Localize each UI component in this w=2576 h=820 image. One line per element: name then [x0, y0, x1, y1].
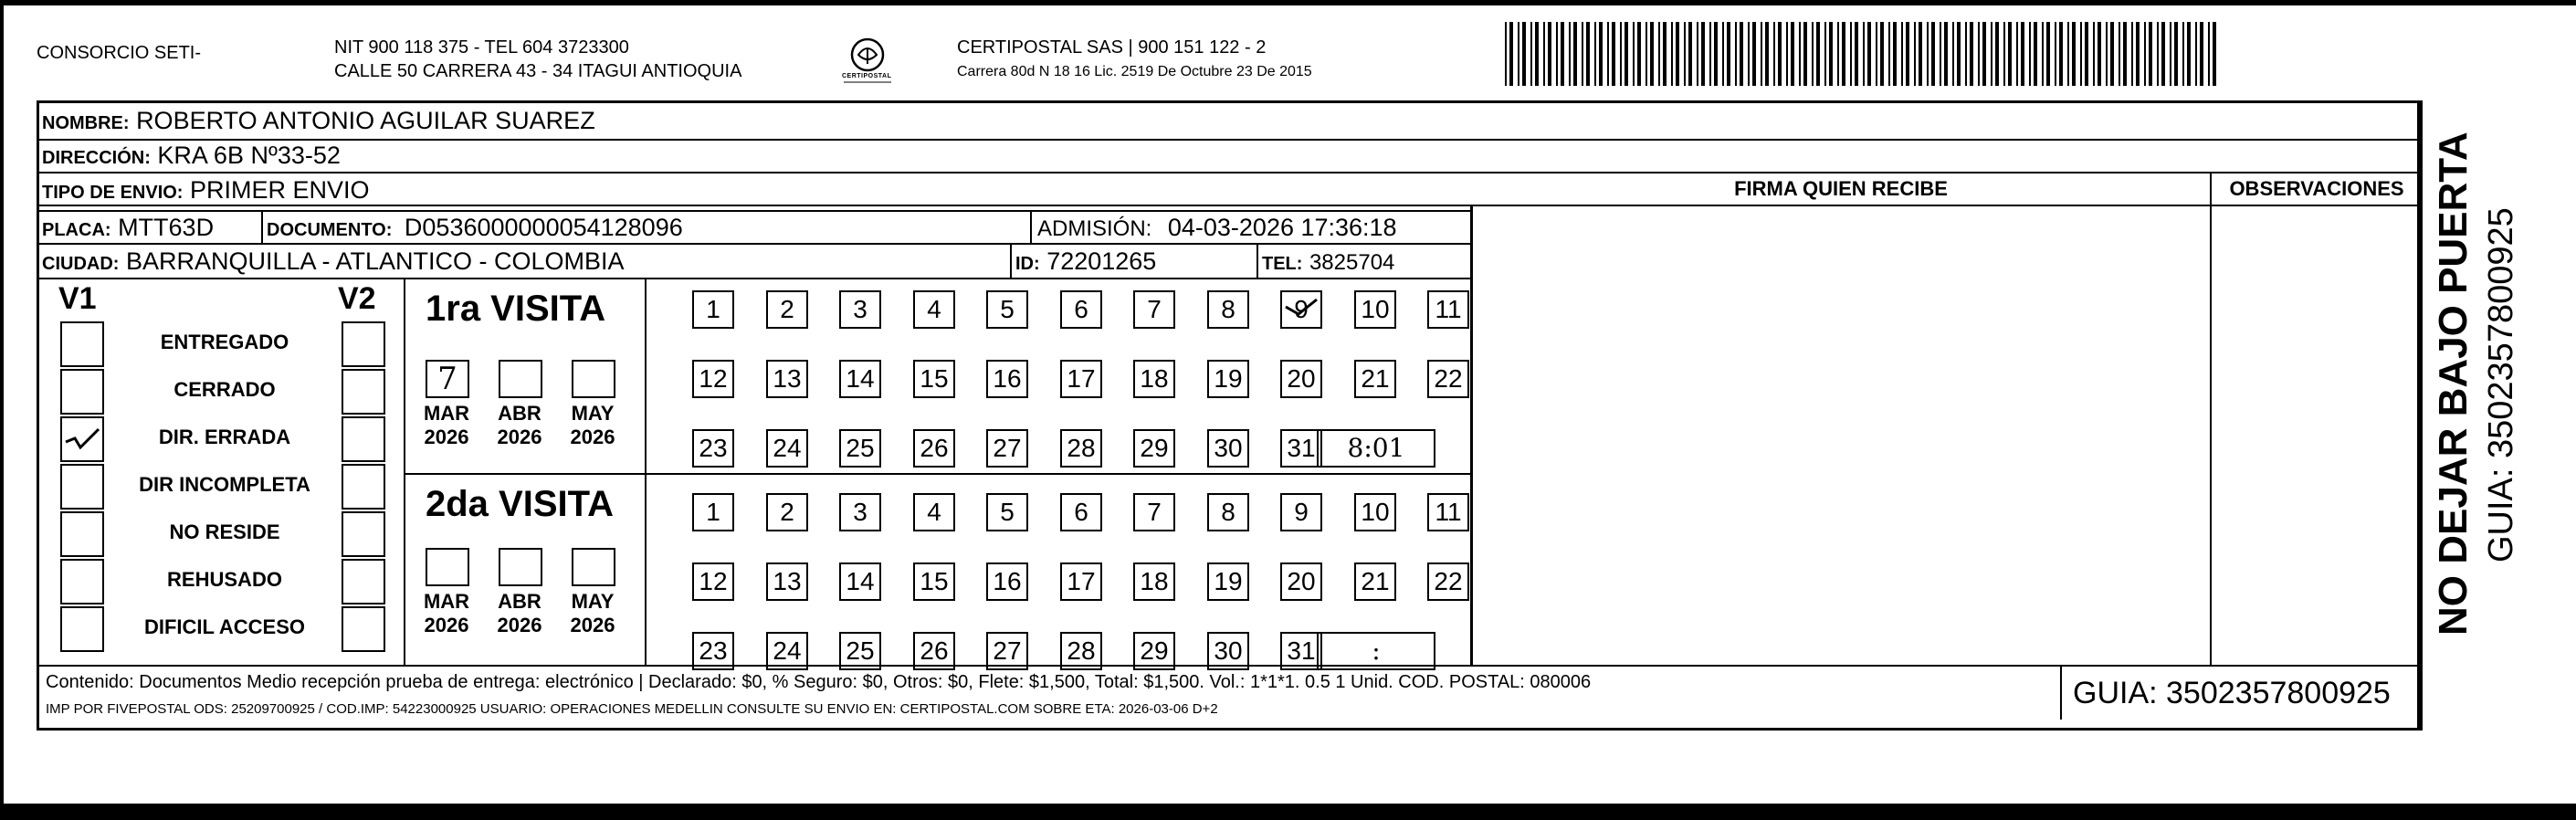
status-label: CERRADO	[173, 378, 276, 401]
day-box[interactable]: 1	[692, 290, 734, 329]
barcode-bar	[1944, 22, 1948, 86]
day-box[interactable]: 20	[1280, 562, 1322, 601]
day-box[interactable]: 30	[1207, 632, 1249, 670]
barcode-bar	[1867, 22, 1871, 86]
barcode-bar	[1612, 22, 1615, 86]
barcode-bar	[1914, 22, 1916, 86]
day-box[interactable]: 31	[1280, 429, 1322, 468]
row-line	[37, 210, 1470, 212]
barcode-bar	[2200, 22, 2203, 86]
barcode-bar	[2003, 22, 2005, 86]
day-box[interactable]: 8	[1207, 290, 1249, 329]
day-box[interactable]: 16	[986, 562, 1028, 601]
barcode-bar	[1650, 22, 1654, 86]
year-label: 2026	[570, 426, 615, 448]
placa-value: MTT63D	[118, 214, 215, 241]
day-box[interactable]: 15	[913, 562, 955, 601]
day-box[interactable]: 19	[1207, 562, 1249, 601]
barcode-bar	[1594, 22, 1596, 86]
barcode-bar	[1842, 22, 1845, 86]
observaciones-header: OBSERVACIONES	[2229, 177, 2404, 200]
barcode-bar	[2144, 22, 2146, 86]
barcode-bar	[1586, 22, 1590, 86]
day-box-number: 9	[1294, 295, 1309, 323]
barcode-bar	[2195, 22, 2197, 86]
barcode-bar	[1522, 22, 1526, 86]
day-box[interactable]: 23	[692, 632, 734, 670]
day-box[interactable]: 17	[1060, 360, 1102, 398]
firma-header-line	[1470, 172, 2420, 173]
barcode-bar	[1799, 22, 1801, 86]
v1-checkbox[interactable]	[60, 464, 104, 510]
barcode-bar	[1697, 22, 1698, 86]
barcode-bar	[2055, 22, 2056, 86]
firma-header: FIRMA QUIEN RECIBE	[1734, 177, 1948, 200]
barcode-bar	[1761, 22, 1762, 86]
nombre-label: NOMBRE:	[42, 113, 130, 133]
barcode-bar	[2157, 22, 2159, 86]
barcode-bar	[2119, 22, 2120, 86]
day-box[interactable]: 18	[1133, 360, 1175, 398]
barcode-bar	[1582, 22, 1583, 86]
day-box[interactable]: 22	[1427, 562, 1469, 601]
barcode-bar	[2161, 22, 2165, 86]
day-box[interactable]: 22	[1427, 360, 1469, 398]
barcode-bar	[2213, 22, 2216, 86]
barcode-bar	[1548, 22, 1551, 86]
barcode-bar	[1561, 22, 1564, 86]
certipostal-license: Carrera 80d N 18 16 Lic. 2519 De Octubre 23 De 2015	[957, 64, 1312, 79]
day-box[interactable]: 8	[1207, 493, 1249, 531]
barcode-bar	[1991, 22, 1992, 86]
day-box[interactable]: 29	[1133, 429, 1175, 468]
barcode-bar	[1663, 22, 1667, 86]
top-border	[0, 0, 2576, 5]
year-label: 2026	[570, 614, 615, 636]
barcode-bar	[2080, 22, 2082, 86]
barcode-bar	[1671, 22, 1673, 86]
barcode-bar	[2098, 22, 2101, 86]
month-label: ABR	[498, 590, 541, 613]
day-box[interactable]: 6	[1060, 493, 1102, 531]
barcode-bar	[1940, 22, 1941, 86]
direccion-value: KRA 6B Nº33-52	[157, 142, 341, 169]
day-box[interactable]: 28	[1060, 632, 1102, 670]
day-box[interactable]: 12	[692, 360, 734, 398]
day-box[interactable]: 30	[1207, 429, 1249, 468]
month-label: MAY	[571, 590, 615, 613]
v1-checkbox[interactable]	[60, 369, 104, 415]
barcode-bar	[1850, 22, 1852, 86]
direccion-label: DIRECCIÓN:	[42, 148, 151, 168]
day-box[interactable]: 12	[692, 562, 734, 601]
day-box[interactable]: 14	[839, 360, 881, 398]
v2-header: V2	[338, 281, 376, 316]
day-box[interactable]: 25	[839, 429, 881, 468]
day-box[interactable]: 1	[692, 493, 734, 531]
day-box[interactable]: 13	[766, 360, 808, 398]
nombre-row	[42, 106, 595, 138]
barcode-bar	[1620, 22, 1622, 86]
barcode-bar	[1812, 22, 1814, 86]
day-box[interactable]: 9	[1280, 493, 1322, 531]
day-box[interactable]: 4	[913, 290, 955, 329]
barcode-bar	[1863, 22, 1865, 86]
v1-checkbox[interactable]	[60, 606, 104, 652]
barcode-bar	[1995, 22, 1999, 86]
year-label: 2026	[497, 614, 542, 636]
ciudad-value: BARRANQUILLA - ATLANTICO - COLOMBIA	[125, 247, 625, 275]
day-box[interactable]: 15	[913, 360, 955, 398]
col-line	[645, 278, 647, 665]
row-line	[404, 473, 1470, 475]
certipostal-name: CERTIPOSTAL SAS | 900 151 122 - 2	[957, 37, 1267, 58]
barcode-bar	[2187, 22, 2191, 86]
time-box[interactable]: 8:01	[1317, 429, 1435, 468]
tel-value: 3825704	[1309, 250, 1395, 275]
company-address: CALLE 50 CARRERA 43 - 34 ITAGUI ANTIOQUIA	[334, 61, 742, 81]
bottom-border	[0, 804, 2576, 820]
day-box[interactable]: 5	[986, 493, 1028, 531]
id-label: ID:	[1015, 254, 1040, 274]
col-line	[404, 278, 405, 665]
barcode-bar	[1927, 22, 1929, 86]
barcode-bar	[1709, 22, 1711, 86]
day-box[interactable]: 14	[839, 562, 881, 601]
barcode-bar	[1505, 22, 1507, 86]
barcode-bar	[2085, 22, 2088, 86]
barcode-bar	[2034, 22, 2037, 86]
day-box[interactable]: 26	[913, 429, 955, 468]
footer-contenido: Contenido: Documentos Medio recepción prueba de entrega: electrónico | Declarado: $0, % Seguro: $0, Otros: $0, Flete: $1,500, Total: $1,500. Vol.: 1*1*1. 0.5 1 Unid. COD. POSTAL: 080006	[46, 672, 1592, 692]
admision-label: ADMISIÓN:	[1037, 216, 1152, 241]
tipo-label: TIPO DE ENVIO:	[42, 183, 184, 203]
day-box[interactable]: 11	[1427, 290, 1469, 329]
day-box[interactable]: 28	[1060, 429, 1102, 468]
year-label: 2026	[424, 426, 469, 448]
day-box[interactable]: 4	[913, 493, 955, 531]
check-mark	[1284, 296, 1320, 332]
month-label: MAR	[423, 590, 470, 613]
barcode-bar	[1535, 22, 1539, 86]
day-box[interactable]: 24	[766, 429, 808, 468]
barcode-bar	[1778, 22, 1782, 86]
day-box[interactable]: 26	[913, 632, 955, 670]
barcode-bar	[2123, 22, 2127, 86]
barcode	[1505, 22, 2217, 86]
barcode-bar	[1714, 22, 1718, 86]
v2-checkbox[interactable]	[342, 559, 385, 604]
v1-checkbox[interactable]	[60, 511, 104, 557]
tipo-row	[42, 175, 370, 207]
barcode-bar	[2170, 22, 2171, 86]
day-box[interactable]: 24	[766, 632, 808, 670]
v2-checkbox[interactable]	[342, 369, 385, 415]
col-line	[2420, 100, 2423, 731]
day-box[interactable]: 13	[766, 562, 808, 601]
barcode-bar	[1952, 22, 1954, 86]
time-box[interactable]: :	[1317, 632, 1435, 670]
admision-value: 04-03-2026 17:36:18	[1167, 214, 1397, 241]
barcode-bar	[2008, 22, 2012, 86]
barcode-bar	[1543, 22, 1545, 86]
v1-checkbox[interactable]	[60, 416, 104, 462]
tel-row	[1262, 247, 1394, 279]
barcode-bar	[1970, 22, 1973, 86]
barcode-bar	[2149, 22, 2152, 86]
col-line	[2060, 665, 2062, 720]
day-box[interactable]: 29	[1133, 632, 1175, 670]
row-line	[37, 205, 2420, 206]
month-checkbox[interactable]	[572, 360, 615, 398]
no-dejar-bajo-puerta: NO DEJAR BAJO PUERTA	[2431, 131, 2476, 636]
barcode-bar	[2042, 22, 2044, 86]
documento-label: DOCUMENTO:	[267, 220, 393, 240]
month-label: MAR	[423, 402, 470, 425]
barcode-bar	[2136, 22, 2140, 86]
status-label: DIR INCOMPLETA	[139, 473, 310, 496]
month-checkbox[interactable]	[499, 548, 542, 586]
month-checkbox[interactable]	[426, 548, 469, 586]
barcode-bar	[1978, 22, 1980, 86]
placa-label: PLACA:	[42, 220, 111, 240]
barcode-bar	[1569, 22, 1571, 86]
barcode-bar	[1727, 22, 1730, 86]
barcode-bar	[1906, 22, 1909, 86]
barcode-bar	[1773, 22, 1775, 86]
tel-label: TEL:	[1262, 254, 1303, 274]
barcode-bar	[2016, 22, 2018, 86]
barcode-bar	[1530, 22, 1532, 86]
barcode-bar	[1965, 22, 1967, 86]
col-line	[1030, 210, 1032, 245]
barcode-bar	[1556, 22, 1558, 86]
barcode-bar	[1684, 22, 1686, 86]
barcode-bar	[2029, 22, 2031, 86]
day-box[interactable]: 20	[1280, 360, 1322, 398]
barcode-bar	[1765, 22, 1769, 86]
v1-checkbox[interactable]	[60, 559, 104, 604]
barcode-bar	[1837, 22, 1839, 86]
year-label: 2026	[497, 426, 542, 448]
barcode-bar	[1645, 22, 1647, 86]
ciudad-row	[42, 247, 625, 279]
day-box[interactable]: 21	[1354, 360, 1396, 398]
documento-value: D0536000000054128096	[404, 214, 683, 241]
barcode-bar	[1982, 22, 1986, 86]
id-value: 72201265	[1046, 247, 1157, 275]
col-line	[2210, 172, 2212, 667]
month-checkbox[interactable]	[499, 360, 542, 398]
barcode-bar	[1735, 22, 1737, 86]
status-label: DIR. ERRADA	[158, 426, 291, 448]
company-name: CONSORCIO SETI-	[37, 43, 202, 63]
barcode-bar	[1786, 22, 1788, 86]
barcode-bar	[1722, 22, 1724, 86]
side-guia: GUIA: 3502357800925	[2482, 207, 2520, 562]
day-box[interactable]: 31	[1280, 632, 1322, 670]
barcode-bar	[2093, 22, 2095, 86]
barcode-bar	[2174, 22, 2178, 86]
barcode-bar	[1803, 22, 1807, 86]
visit2-title: 2da VISITA	[426, 484, 614, 524]
barcode-bar	[1816, 22, 1820, 86]
day-box[interactable]: 16	[986, 360, 1028, 398]
left-border	[0, 0, 4, 820]
barcode-bar	[2182, 22, 2184, 86]
barcode-bar	[1855, 22, 1858, 86]
col-line	[1470, 205, 1473, 667]
barcode-bar	[1518, 22, 1519, 86]
ciudad-label: CIUDAD:	[42, 254, 120, 274]
v1-checkbox[interactable]	[60, 321, 104, 367]
barcode-bar	[1624, 22, 1628, 86]
visit1-title: 1ra VISITA	[426, 289, 606, 329]
barcode-bar	[1880, 22, 1884, 86]
barcode-bar	[2110, 22, 2114, 86]
month-checkbox[interactable]: 7	[426, 360, 469, 398]
id-row	[1015, 247, 1156, 279]
barcode-bar	[1957, 22, 1961, 86]
day-box[interactable]: 10	[1354, 493, 1396, 531]
status-label: REHUSADO	[167, 568, 282, 591]
day-box[interactable]: 21	[1354, 562, 1396, 601]
day-box[interactable]: 2	[766, 493, 808, 531]
footer-imp: IMP POR FIVEPOSTAL ODS: 25209700925 / COD.IMP: 54223000925 USUARIO: OPERACIONES MEDELLIN CONSULTE SU ENVIO EN: CERTIPOSTAL.COM SOBRE ETA: 2026-03-06 D+2	[46, 701, 1218, 717]
barcode-bar	[1688, 22, 1692, 86]
placa-row	[42, 213, 214, 245]
day-box[interactable]	[1280, 290, 1322, 329]
barcode-bar	[1740, 22, 1743, 86]
day-box[interactable]: 27	[986, 632, 1028, 670]
status-label: NO RESIDE	[169, 520, 280, 543]
day-box[interactable]: 17	[1060, 562, 1102, 601]
tipo-value: PRIMER ENVIO	[189, 176, 370, 204]
barcode-bar	[2106, 22, 2108, 86]
month-checkbox[interactable]	[572, 548, 615, 586]
day-box[interactable]: 3	[839, 290, 881, 329]
barcode-bar	[2067, 22, 2069, 86]
barcode-bar	[2021, 22, 2024, 86]
admision-row	[1037, 213, 1397, 244]
barcode-bar	[1876, 22, 1877, 86]
barcode-bar	[2208, 22, 2210, 86]
v2-checkbox[interactable]	[342, 511, 385, 557]
day-box[interactable]: 6	[1060, 290, 1102, 329]
barcode-bar	[1901, 22, 1903, 86]
status-label: DIFICIL ACCESO	[143, 615, 305, 638]
day-box[interactable]: 23	[692, 429, 734, 468]
company-nit-tel: NIT 900 118 375 - TEL 604 3723300	[334, 37, 629, 58]
barcode-bar	[2046, 22, 2050, 86]
col-line	[1256, 243, 1258, 278]
day-box[interactable]: 27	[986, 429, 1028, 468]
barcode-bar	[1931, 22, 1935, 86]
barcode-bar	[1919, 22, 1922, 86]
col-line	[261, 210, 263, 245]
documento-row	[267, 213, 683, 245]
barcode-bar	[1633, 22, 1635, 86]
barcode-bar	[1676, 22, 1679, 86]
barcode-bar	[1824, 22, 1826, 86]
barcode-bar	[1748, 22, 1750, 86]
v2-checkbox[interactable]	[342, 321, 385, 367]
barcode-bar	[1701, 22, 1705, 86]
direccion-row	[42, 141, 341, 173]
barcode-bar	[2072, 22, 2076, 86]
day-box[interactable]: 25	[839, 632, 881, 670]
month-label: ABR	[498, 402, 541, 425]
barcode-bar	[1607, 22, 1609, 86]
month-label: MAY	[571, 402, 615, 425]
day-box[interactable]: 10	[1354, 290, 1396, 329]
status-label: ENTREGADO	[160, 331, 289, 353]
barcode-bar	[1658, 22, 1660, 86]
logo-text: CERTIPOSTAL	[842, 73, 892, 79]
day-box[interactable]: 2	[766, 290, 808, 329]
day-box[interactable]: 19	[1207, 360, 1249, 398]
barcode-bar	[1791, 22, 1794, 86]
barcode-bar	[2131, 22, 2133, 86]
day-box[interactable]: 7	[1133, 493, 1175, 531]
barcode-bar	[1829, 22, 1833, 86]
col-line	[1010, 243, 1012, 278]
v1-header: V1	[58, 281, 97, 316]
barcode-bar	[1893, 22, 1897, 86]
row-line	[37, 139, 2420, 141]
v2-checkbox[interactable]	[342, 416, 385, 462]
footer-guia: GUIA: 3502357800925	[2073, 676, 2391, 710]
certipostal-logo	[840, 37, 895, 88]
barcode-bar	[1509, 22, 1513, 86]
barcode-bar	[2059, 22, 2063, 86]
day-box[interactable]: 7	[1133, 290, 1175, 329]
day-box[interactable]: 11	[1427, 493, 1469, 531]
day-box[interactable]: 18	[1133, 562, 1175, 601]
barcode-bar	[1752, 22, 1756, 86]
v2-checkbox[interactable]	[342, 606, 385, 652]
barcode-bar	[1599, 22, 1603, 86]
barcode-bar	[1573, 22, 1577, 86]
day-box[interactable]: 5	[986, 290, 1028, 329]
day-box[interactable]: 3	[839, 493, 881, 531]
v2-checkbox[interactable]	[342, 464, 385, 510]
barcode-bar	[1888, 22, 1890, 86]
barcode-bar	[1637, 22, 1641, 86]
year-label: 2026	[424, 614, 469, 636]
nombre-value: ROBERTO ANTONIO AGUILAR SUAREZ	[136, 107, 595, 134]
